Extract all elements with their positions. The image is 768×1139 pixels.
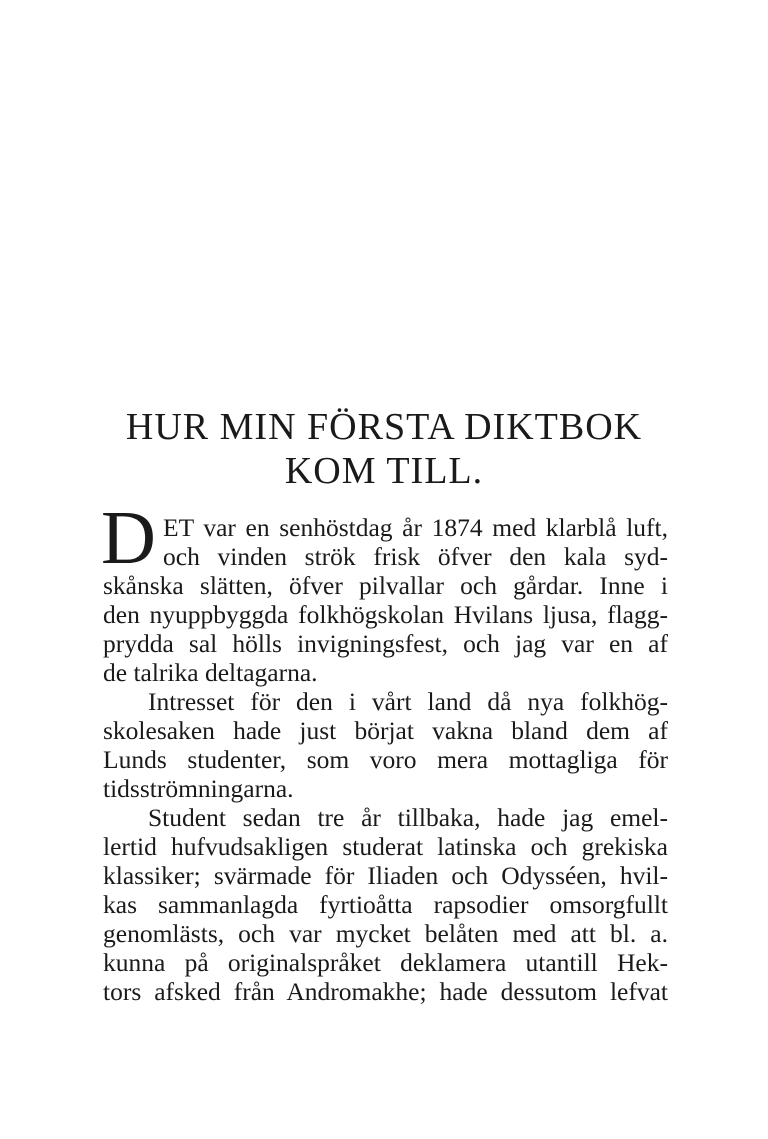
paragraph-2-line-1: Intresset för den i vårt land då nya folkhög- xyxy=(148,687,668,716)
paragraph-3-line-3: klassiker; svärmade för Iliaden och Odysséen, hvil- xyxy=(103,861,668,890)
paragraph-3-line-1: Student sedan tre år tillbaka, hade jag emel- xyxy=(148,803,668,832)
paragraph-3-line-5: genomlästs, och var mycket belåten med att bl. a. xyxy=(103,919,668,948)
paragraph-1-line-5: prydda sal hölls invigningsfest, och jag var en af xyxy=(103,629,668,658)
paragraph-3-line-6: kunna på originalspråket deklamera utantill Hek- xyxy=(103,948,668,977)
drop-cap: D xyxy=(101,496,156,580)
paragraph-1-line-1: ET var en senhöstdag år 1874 med klarblå luft, xyxy=(163,513,668,542)
paragraph-3-line-7: tors afsked från Andromakhe; hade dessutom lefvat xyxy=(103,977,668,1006)
paragraph-2-line-2: skolesaken hade just börjat vakna bland dem af xyxy=(103,716,668,745)
chapter-title-line-2: KOM TILL. xyxy=(284,450,484,492)
paragraph-1-line-4: den nyuppbyggda folkhögskolan Hvilans ljusa, flagg- xyxy=(103,600,668,629)
paragraph-1-line-3: skånska slätten, öfver pilvallar och gårdar. Inne i xyxy=(103,571,668,600)
paragraph-2-line-3: Lunds studenter, som voro mera mottagliga för xyxy=(103,745,668,774)
paragraph-3-line-2: lertid hufvudsakligen studerat latinska och grekiska xyxy=(103,832,668,861)
paragraph-1-line-2: och vinden strök frisk öfver den kala syd- xyxy=(163,542,668,571)
paragraph-1-line-6: de talrika deltagarna. xyxy=(103,658,318,687)
chapter-title-line-1: HUR MIN FÖRSTA DIKTBOK xyxy=(125,406,643,448)
paragraph-3-line-4: kas sammanlagda fyrtioåtta rapsodier omsorgfullt xyxy=(103,890,668,919)
paragraph-2-line-4: tidsströmningarna. xyxy=(103,774,294,803)
